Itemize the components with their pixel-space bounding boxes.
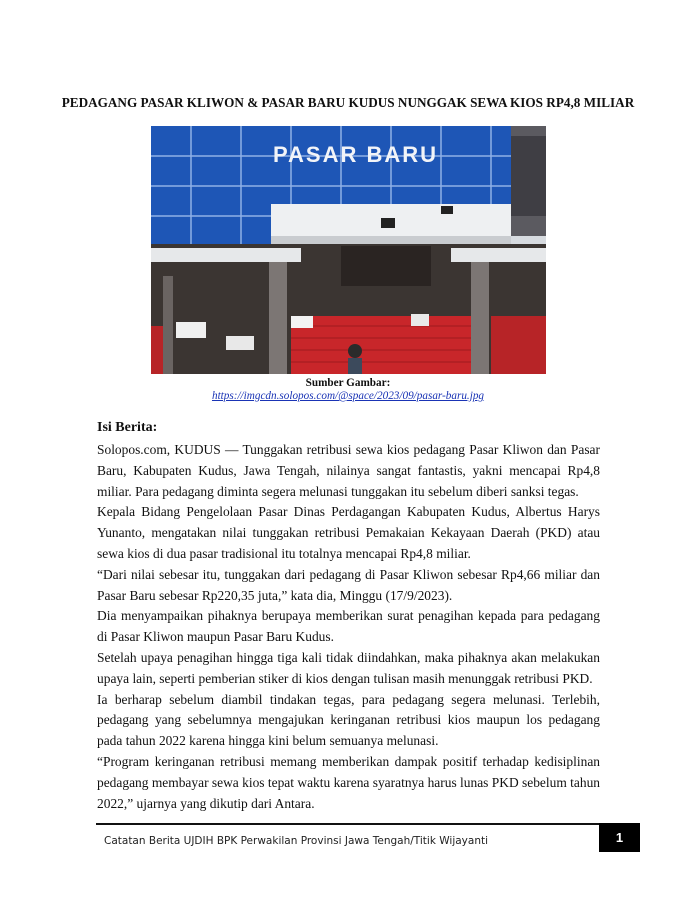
paragraph: “Program keringanan retribusi memang memberikan dampak positif terhadap kedisiplinan pedagang membayar sewa kios tepat waktu karena syaratnya harus lunas PKD sebelum tahun 2022,” ujarnya yang dikutip dari Antara. — [97, 753, 601, 811]
article-body — [97, 440, 600, 814]
image-source-label: Sumber Gambar: — [305, 377, 391, 389]
article-title: PEDAGANG PASAR KLIWON & PASAR BARU KUDUS NUNGGAK SEWA KIOS RP4,8 MILIAR — [61, 95, 635, 110]
footer-text: Catatan Berita UJDIH BPK Perwakilan Provinsi Jawa Tengah/Titik Wijayanti — [104, 835, 489, 847]
paragraph: Kepala Bidang Pengelolaan Pasar Dinas Perdagangan Kabupaten Kudus, Albertus Harys Yunanto, mengatakan nilai tunggakan retribusi Pemakaian Kekayaan Daerah (PKD) atau sewa kios di dua pasar tradisional itu totalnya mencapai Rp4,8 miliar. — [97, 504, 600, 561]
paragraph: Setelah upaya penagihan hingga tiga kali tidak diindahkan, maka pihaknya akan melakukan upaya lain, seperti pemberian stiker di kios dengan tulisan masih menunggak retribusi PKD. — [97, 649, 600, 686]
image-source-link[interactable]: https://imgcdn.solopos.com/@space/2023/09/pasar-baru.jpg — [211, 390, 485, 402]
paragraph: Solopos.com, KUDUS — Tunggakan retribusi sewa kios pedagang Pasar Kliwon dan Pasar Baru, Kabupaten Kudus, Jawa Tengah, nilainya sangat fantastis, yakni mencapai Rp4,8 miliar. Para pedagang diminta segera melunasi tunggakan itu sebelum diberi sanksi tegas. — [97, 442, 600, 499]
pasar-baru-building-image — [151, 126, 546, 374]
image-caption — [60, 377, 636, 403]
sign-text: PASAR BARU — [273, 142, 439, 167]
page-number: 1 — [599, 823, 640, 852]
footer-divider — [96, 823, 600, 825]
paragraph: Dia menyampaikan pihaknya berupaya memberikan surat penagihan kepada para pedagang di Pasar Kliwon maupun Pasar Baru Kudus. — [97, 608, 600, 645]
section-heading: Isi Berita: — [97, 420, 158, 435]
article-photo — [151, 126, 546, 374]
paragraph: Ia berharap sebelum diambil tindakan tegas, para pedagang segera melunasi. Terlebih, pedagang yang sebelumnya mengajukan keringanan retribusi kios maupun los pedagang pada tahun 2022 karena hingga kini belum semuanya melunasi. — [97, 691, 600, 749]
paragraph: “Dari nilai sebesar itu, tunggakan dari pedagang di Pasar Kliwon sebesar Rp4,66 miliar dan Pasar Baru sebesar Rp220,35 juta,” kata dia, Minggu (17/9/2023). — [97, 566, 600, 603]
